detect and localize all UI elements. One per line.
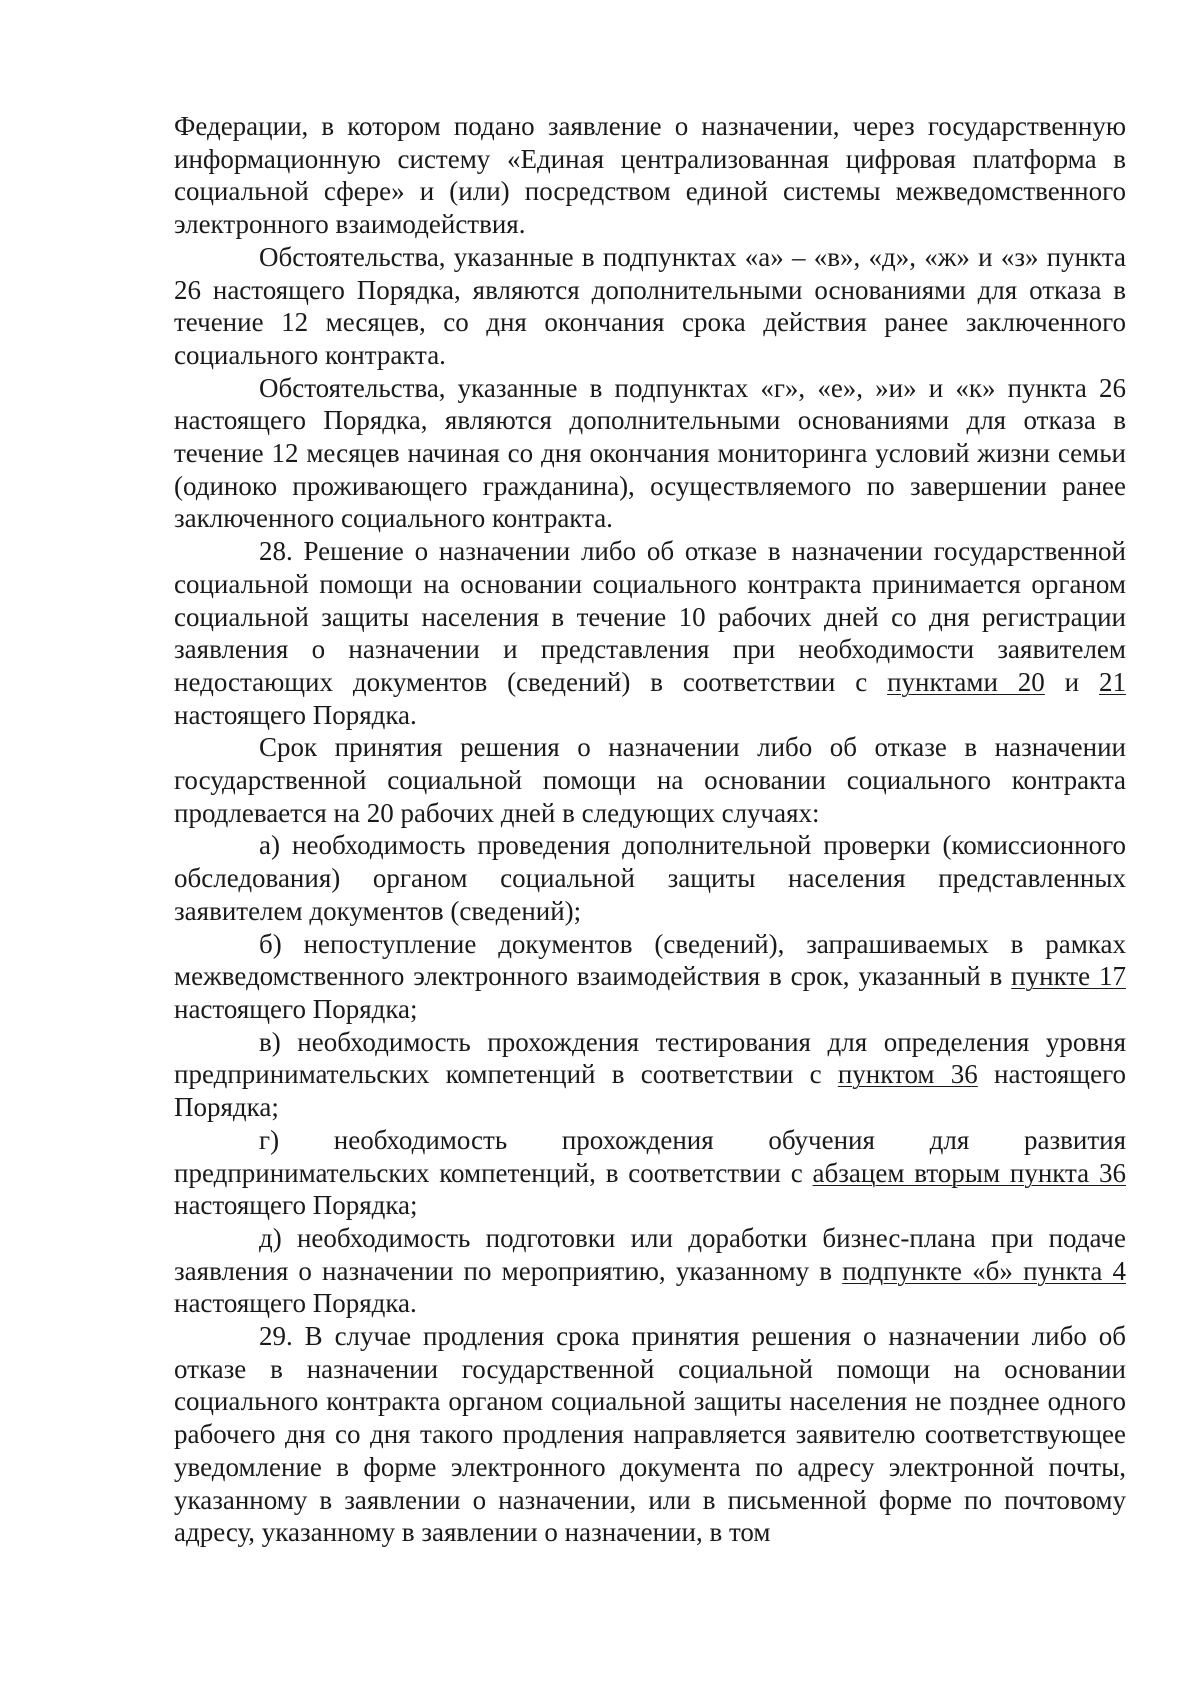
cross-reference-link[interactable]: пунктами 20: [887, 666, 1045, 697]
paragraph-text: настоящего Порядка.: [174, 1288, 417, 1319]
paragraph: [174, 1026, 1126, 1124]
paragraph-text: 28. Решение о назначении либо об отказе в назначении государственной социальной помощи на основании социального контракта принимается органом социальной защиты населения в течение 10 рабочих дней со дня регистрации заявления о назначении и представления при необходимости заявителем недостающих документов (сведений) в соответствии с: [174, 536, 1126, 697]
cross-reference-link[interactable]: 21: [1099, 666, 1126, 697]
paragraph: [174, 372, 1126, 536]
cross-reference-link[interactable]: подпункте «б» пункта 4: [842, 1255, 1126, 1286]
paragraph-text: настоящего Порядка.: [174, 699, 417, 730]
paragraph-text: настоящего Порядка;: [174, 993, 418, 1024]
paragraph-text: Обстоятельства, указанные в подпунктах «г», «е», »и» и «к» пункта 26 настоящего Порядка, являются дополнительными основаниями для отказа в течение 12 месяцев начиная со дня окончания мониторинга условий жизни семьи (одиноко проживающего гражданина), осуществляемого по завершении ранее заключенного социального контракта.: [174, 372, 1126, 534]
paragraph-text: а) необходимость проведения дополнительной проверки (комиссионного обследования) органом социальной защиты населения представленных заявителем документов (сведений);: [174, 830, 1126, 926]
paragraph: [174, 241, 1126, 372]
paragraph-text: настоящего Порядка;: [174, 1190, 418, 1221]
paragraph: [174, 535, 1126, 731]
paragraph: [174, 928, 1126, 1026]
paragraph-text: и: [1044, 666, 1099, 697]
paragraph-text: настоящего Порядка;: [174, 1059, 1126, 1123]
paragraph: [174, 829, 1126, 927]
paragraph-text: д) необходимость подготовки или доработки бизнес-плана при подаче заявления о назначении по мероприятию, указанному в: [174, 1222, 1126, 1286]
paragraph-text: Обстоятельства, указанные в подпунктах «а» – «в», «д», «ж» и «з» пункта 26 настоящего Порядка, являются дополнительными основаниями для отказа в течение 12 месяцев, со дня окончания срока действия ранее заключенного социального контракта.: [174, 241, 1126, 370]
paragraph-text: Срок принятия решения о назначении либо об отказе в назначении государственной социальной помощи на основании социального контракта продлевается на 20 рабочих дней в следующих случаях:: [174, 732, 1126, 828]
cross-reference-link[interactable]: пункте 17: [1011, 961, 1126, 992]
paragraph: [174, 1320, 1126, 1549]
paragraph: [174, 1124, 1126, 1222]
paragraph-text: в) необходимость прохождения тестирования для определения уровня предпринимательских компетенций в соответствии с: [174, 1026, 1126, 1090]
document-page: [174, 110, 1126, 1549]
paragraph-text: Федерации, в котором подано заявление о назначении, через государственную информационную систему «Единая централизованная цифровая платформа в социальной сфере» и (или) посредством единой системы межведомственного электронного взаимодействия.: [174, 111, 1126, 240]
paragraph-text: 29. В случае продления срока принятия решения о назначении либо об отказе в назначении государственной социальной помощи на основании социального контракта органом социальной защиты населения не позднее одного рабочего дня со дня такого продления направляется заявителю соответствующее уведомление в форме электронного документа по адресу электронной почты, указанному в заявлении о назначении, или в письменной форме по почтовому адресу, указанному в заявлении о назначении, в том: [174, 1321, 1126, 1548]
paragraph-text: г) необходимость прохождения обучения для развития предпринимательских компетенций, в соответствии с: [174, 1124, 1126, 1188]
paragraph-text: б) непоступление документов (сведений), запрашиваемых в рамках межведомственного электронного взаимодействия в срок, указанный в: [174, 928, 1126, 992]
paragraph: [174, 1222, 1126, 1320]
paragraph: [174, 731, 1126, 829]
paragraph: [174, 110, 1126, 241]
cross-reference-link[interactable]: абзацем вторым пункта 36: [812, 1157, 1126, 1188]
cross-reference-link[interactable]: пунктом 36: [837, 1059, 978, 1090]
